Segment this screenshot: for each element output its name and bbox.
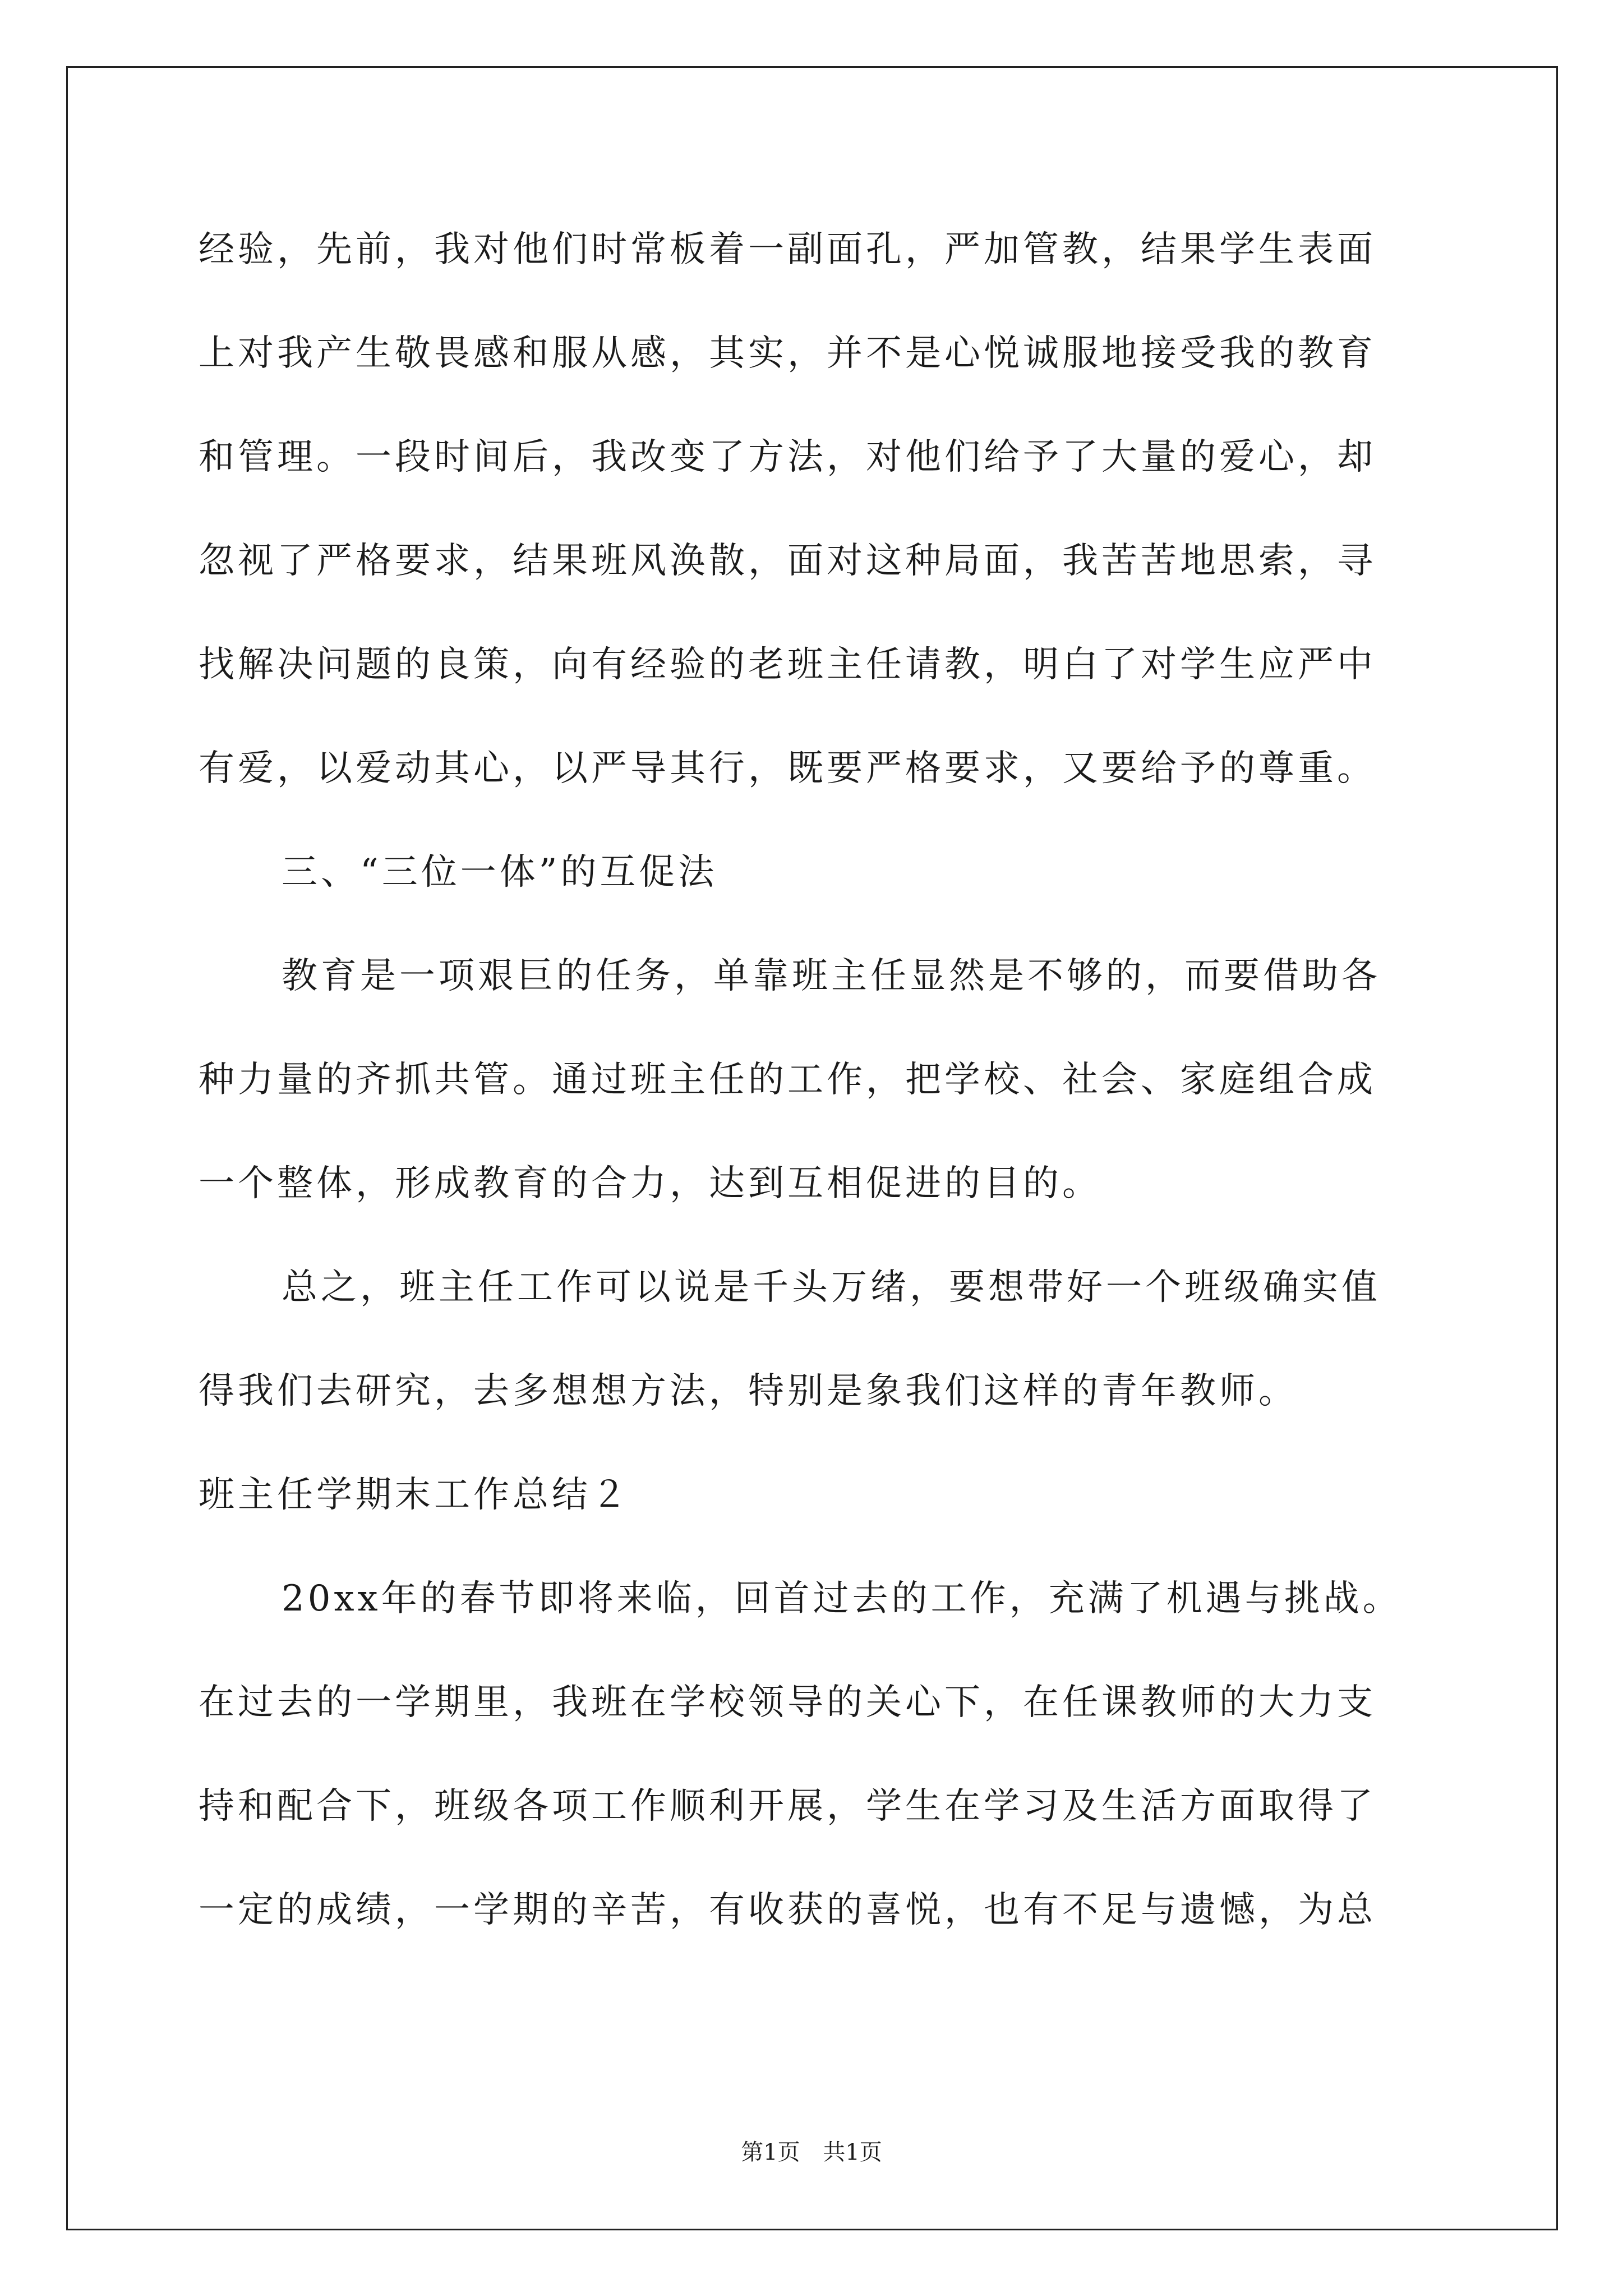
paragraph-line: 一定的成绩，一学期的辛苦，有收获的喜悦，也有不足与遗憾，为总 [199, 1889, 1376, 1931]
paragraph-line: 找解决问题的良策，向有经验的老班主任请教，明白了对学生应严中 [199, 644, 1376, 685]
section-heading: 三、“三位一体”的互促法 [282, 852, 718, 893]
paragraph-line: 总之，班主任工作可以说是千头万绪，要想带好一个班级确实值 [282, 1267, 1381, 1308]
paragraph-line: 一个整体，形成教育的合力，达到互相促进的目的。 [199, 1163, 1101, 1204]
paragraph-line: 在过去的一学期里，我班在学校领导的关心下，在任课教师的大力支 [199, 1682, 1376, 1723]
page-number-total: 共1页 [823, 2139, 882, 2165]
paragraph-line: 教育是一项艰巨的任务，单靠班主任显然是不够的，而要借助各 [282, 955, 1381, 997]
paragraph-line: 种力量的齐抓共管。通过班主任的工作，把学校、社会、家庭组合成 [199, 1059, 1376, 1101]
document-title: 班主任学期末工作总结２ [199, 1474, 630, 1516]
paragraph-line: 持和配合下，班级各项工作顺利开展，学生在学习及生活方面取得了 [199, 1786, 1376, 1827]
paragraph-line: 有爱，以爱动其心，以严导其行，既要严格要求，又要给予的尊重。 [199, 748, 1376, 789]
page-footer [0, 2138, 1623, 2166]
paragraph-line: 上对我产生敬畏感和服从感，其实，并不是心悦诚服地接受我的教育 [199, 333, 1376, 374]
paragraph-line: 忽视了严格要求，结果班风涣散，面对这种局面，我苦苦地思索，寻 [199, 540, 1376, 582]
paragraph-line: 经验，先前，我对他们时常板着一副面孔，严加管教，结果学生表面 [199, 229, 1376, 270]
paragraph-line: 得我们去研究，去多想想方法，特别是象我们这样的青年教师。 [199, 1370, 1298, 1412]
paragraph-line: 20xx年的春节即将来临，回首过去的工作，充满了机遇与挑战。 [282, 1578, 1402, 1619]
page-number-current: 第1页 [741, 2139, 800, 2165]
paragraph-line: 和管理。一段时间后，我改变了方法，对他们给予了大量的爱心，却 [199, 436, 1376, 478]
